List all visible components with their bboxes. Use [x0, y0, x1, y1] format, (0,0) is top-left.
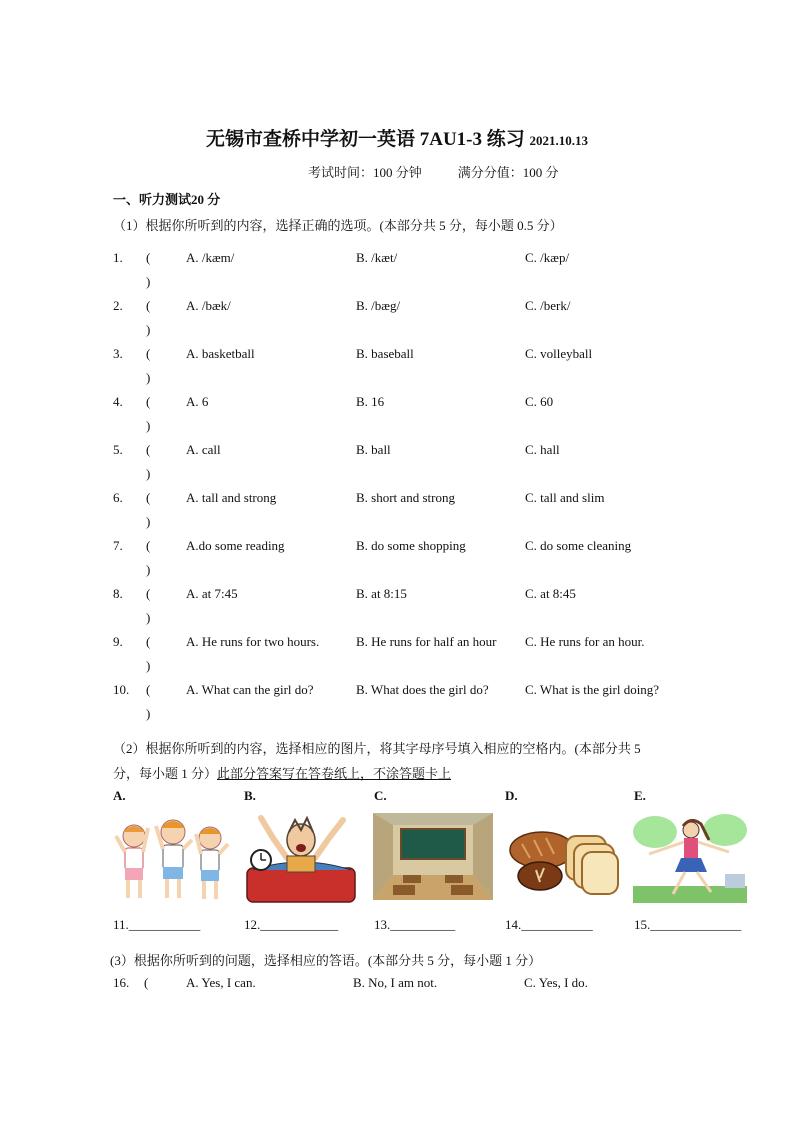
- answer-open-paren: (: [146, 490, 151, 505]
- section-heading: 一、听力测试20 分: [113, 192, 221, 207]
- answer-open-paren: (: [146, 250, 151, 265]
- question-16-number: 16.: [113, 975, 130, 990]
- answer-close-paren: ): [146, 562, 151, 577]
- answer-open-paren: (: [146, 538, 151, 553]
- answer-blank-13[interactable]: 13.__________: [374, 917, 456, 932]
- picture-classroom: [373, 813, 493, 900]
- answer-blank-11[interactable]: 11.___________: [113, 917, 201, 932]
- answer-open-paren: (: [146, 394, 151, 409]
- option-b[interactable]: B. What does the girl do?: [356, 682, 489, 697]
- option-b[interactable]: B. 16: [356, 394, 385, 409]
- option-c[interactable]: C. tall and slim: [525, 490, 605, 505]
- answer-open-paren: (: [146, 346, 151, 361]
- option-a[interactable]: A. call: [186, 442, 221, 457]
- answer-blank-15[interactable]: 15.______________: [634, 917, 742, 932]
- question-number: 5.: [113, 442, 123, 457]
- answer-close-paren: ): [146, 322, 151, 337]
- picture-children-exercising: [112, 806, 234, 906]
- option-b[interactable]: B. ball: [356, 442, 391, 457]
- answer-open-paren: (: [146, 634, 151, 649]
- option-c[interactable]: C. do some cleaning: [525, 538, 632, 553]
- answer-open-paren: (: [146, 586, 151, 601]
- option-a[interactable]: A. 6: [186, 394, 209, 409]
- option-b[interactable]: B. /kæt/: [356, 250, 398, 265]
- part2-instruction-note: 此部分答案写在答卷纸上，不涂答题卡上: [217, 766, 452, 781]
- question-16-paren: (: [144, 975, 149, 990]
- option-c[interactable]: C. /berk/: [525, 298, 571, 313]
- question-number: 10.: [113, 682, 130, 697]
- option-a[interactable]: A. basketball: [186, 346, 255, 361]
- question-number: 3.: [113, 346, 123, 361]
- exam-score: 满分分值：100 分: [457, 165, 559, 180]
- option-a[interactable]: A. at 7:45: [186, 586, 238, 601]
- option-b[interactable]: B. /bæg/: [356, 298, 401, 313]
- option-b[interactable]: B. do some shopping: [356, 538, 466, 553]
- answer-close-paren: ): [146, 514, 151, 529]
- picture-letter-d: D.: [505, 788, 518, 803]
- answer-open-paren: (: [146, 442, 151, 457]
- answer-close-paren: ): [146, 658, 151, 673]
- picture-letter-c: C.: [374, 788, 387, 803]
- title-text: 无锡市查桥中学初一英语 7AU1-3 练习: [205, 129, 525, 150]
- part2-instruction-line2: [113, 763, 451, 782]
- answer-open-paren: (: [146, 682, 151, 697]
- option-c[interactable]: C. at 8:45: [525, 586, 576, 601]
- option-a[interactable]: A. /bæk/: [186, 298, 231, 313]
- part2-instruction-score: 分，每小题 1 分）: [113, 766, 218, 781]
- question-number: 1.: [113, 250, 123, 265]
- part1-instruction: （1）根据你所听到的内容，选择正确的选项。(本部分共 5 分，每小题 0.5 分）: [113, 218, 563, 233]
- answer-blank-12[interactable]: 12.____________: [244, 917, 339, 932]
- part2-instruction-line1: （2）根据你所听到的内容，选择相应的图片，将其字母序号填入相应的空格内。(本部分共 5: [113, 741, 641, 756]
- option-b[interactable]: B. He runs for half an hour: [356, 634, 497, 649]
- answer-close-paren: ): [146, 418, 151, 433]
- question-number: 6.: [113, 490, 123, 505]
- option-a[interactable]: A. /kæm/: [186, 250, 235, 265]
- option-c[interactable]: C. 60: [525, 394, 554, 409]
- part3-instruction: (3）根据你所听到的问题，选择相应的答语。(本部分共 5 分，每小题 1 分）: [110, 953, 542, 968]
- question-number: 4.: [113, 394, 123, 409]
- picture-girl-walking: [633, 810, 747, 903]
- question-16-option-a[interactable]: A. Yes, I can.: [186, 975, 256, 990]
- question-number: 8.: [113, 586, 123, 601]
- answer-close-paren: ): [146, 706, 151, 721]
- question-16-option-c[interactable]: C. Yes, I do.: [524, 975, 588, 990]
- answer-blank-14[interactable]: 14.___________: [505, 917, 593, 932]
- answer-open-paren: (: [146, 298, 151, 313]
- exam-time: 考试时间：100 分钟: [308, 165, 422, 180]
- question-16-option-b[interactable]: B. No, I am not.: [353, 975, 438, 990]
- picture-man-waking-up: [243, 806, 359, 906]
- question-number: 2.: [113, 298, 123, 313]
- option-b[interactable]: B. baseball: [356, 346, 414, 361]
- page-title: [0, 124, 794, 151]
- picture-letter-e: E.: [634, 788, 646, 803]
- question-number: 7.: [113, 538, 123, 553]
- picture-letter-b: B.: [244, 788, 256, 803]
- exam-info: [308, 162, 559, 181]
- option-a[interactable]: A. He runs for two hours.: [186, 634, 320, 649]
- title-date: 2021.10.13: [529, 133, 589, 148]
- answer-close-paren: ): [146, 370, 151, 385]
- option-c[interactable]: C. /kæp/: [525, 250, 570, 265]
- option-a[interactable]: A.do some reading: [186, 538, 285, 553]
- question-number: 9.: [113, 634, 123, 649]
- answer-close-paren: ): [146, 610, 151, 625]
- option-c[interactable]: C. hall: [525, 442, 560, 457]
- answer-close-paren: ): [146, 466, 151, 481]
- option-b[interactable]: B. at 8:15: [356, 586, 407, 601]
- option-c[interactable]: C. What is the girl doing?: [525, 682, 660, 697]
- option-c[interactable]: C. He runs for an hour.: [525, 634, 645, 649]
- option-a[interactable]: A. What can the girl do?: [186, 682, 314, 697]
- picture-bread: [504, 810, 622, 905]
- picture-letter-a: A.: [113, 788, 126, 803]
- option-b[interactable]: B. short and strong: [356, 490, 455, 505]
- answer-close-paren: ): [146, 274, 151, 289]
- option-a[interactable]: A. tall and strong: [186, 490, 277, 505]
- option-c[interactable]: C. volleyball: [525, 346, 593, 361]
